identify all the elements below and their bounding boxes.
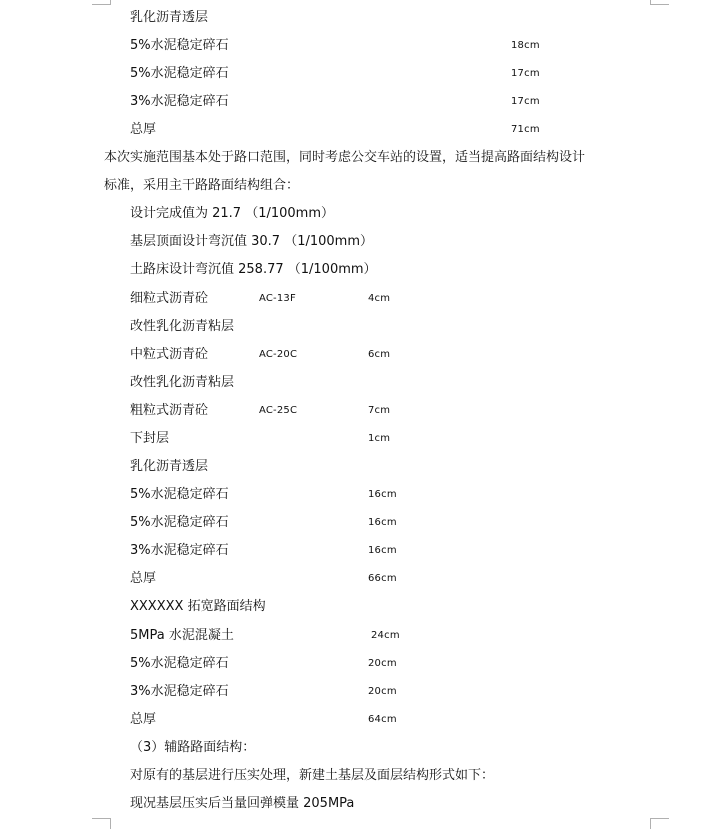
layer-label: 改性乳化沥青粘层 <box>130 375 235 390</box>
layer-label: 5%水泥稳定碎石 <box>130 66 229 81</box>
crop-mark-bottom-right <box>650 818 669 829</box>
layer-thickness: 6cm <box>368 349 391 360</box>
total-thickness: 71cm <box>511 124 540 135</box>
crop-mark-bottom-left <box>92 818 111 829</box>
layer-thickness: 20cm <box>368 658 397 669</box>
layer-code: AC-20C <box>259 349 298 360</box>
layer-label: 改性乳化沥青粘层 <box>130 319 235 334</box>
layer-thickness: 17cm <box>511 96 540 107</box>
layer-thickness: 7cm <box>368 405 391 416</box>
layer-thickness: 1cm <box>368 433 391 444</box>
layer-code: AC-13F <box>259 293 296 304</box>
total-thickness: 64cm <box>368 714 397 725</box>
widening-title: XXXXXX 拓宽路面结构 <box>130 599 266 614</box>
layer-label: 5MPa 水泥混凝土 <box>130 628 234 643</box>
section-modulus: 现况基层压实后当量回弹模量 205MPa <box>130 796 355 811</box>
layer-label: 粗粒式沥青砼 <box>130 403 209 418</box>
paragraph-line: 本次实施范围基本处于路口范围，同时考虑公交车站的设置，适当提高路面结构设计 <box>104 150 586 165</box>
deflection-design-value: 设计完成值为 21.7 （1/100mm） <box>130 206 335 221</box>
layer-label: 中粒式沥青砼 <box>130 347 209 362</box>
layer-label: 3%水泥稳定碎石 <box>130 543 229 558</box>
layer-thickness: 4cm <box>368 293 391 304</box>
layer-label: 3%水泥稳定碎石 <box>130 684 229 699</box>
crop-mark-top-right <box>650 0 669 5</box>
layer-thickness: 18cm <box>511 40 540 51</box>
layer-thickness: 17cm <box>511 68 540 79</box>
layer-thickness: 24cm <box>371 630 400 641</box>
section-heading: （3）辅路路面结构： <box>130 740 256 755</box>
crop-mark-top-left <box>92 0 111 5</box>
layer-thickness: 16cm <box>368 489 397 500</box>
total-thickness: 66cm <box>368 573 397 584</box>
total-label: 总厚 <box>130 122 157 137</box>
layer-label: 乳化沥青透层 <box>130 459 209 474</box>
layer-label: 3%水泥稳定碎石 <box>130 94 229 109</box>
total-label: 总厚 <box>130 571 157 586</box>
layer-label: 5%水泥稳定碎石 <box>130 38 229 53</box>
section-body: 对原有的基层进行压实处理，新建土基层及面层结构形式如下： <box>130 768 495 783</box>
layer-code: AC-25C <box>259 405 298 416</box>
layer-label: 细粒式沥青砼 <box>130 291 209 306</box>
deflection-subgrade-value: 土路床设计弯沉值 258.77 （1/100mm） <box>130 262 377 277</box>
layer-label: 下封层 <box>130 431 170 446</box>
layer-thickness: 16cm <box>368 545 397 556</box>
total-label: 总厚 <box>130 712 157 727</box>
layer-label: 乳化沥青透层 <box>130 10 209 25</box>
layer-label: 5%水泥稳定碎石 <box>130 656 229 671</box>
deflection-base-value: 基层顶面设计弯沉值 30.7 （1/100mm） <box>130 234 374 249</box>
layer-label: 5%水泥稳定碎石 <box>130 487 229 502</box>
layer-label: 5%水泥稳定碎石 <box>130 515 229 530</box>
layer-thickness: 16cm <box>368 517 397 528</box>
paragraph-line: 标准，采用主干路路面结构组合： <box>104 178 300 193</box>
layer-thickness: 20cm <box>368 686 397 697</box>
